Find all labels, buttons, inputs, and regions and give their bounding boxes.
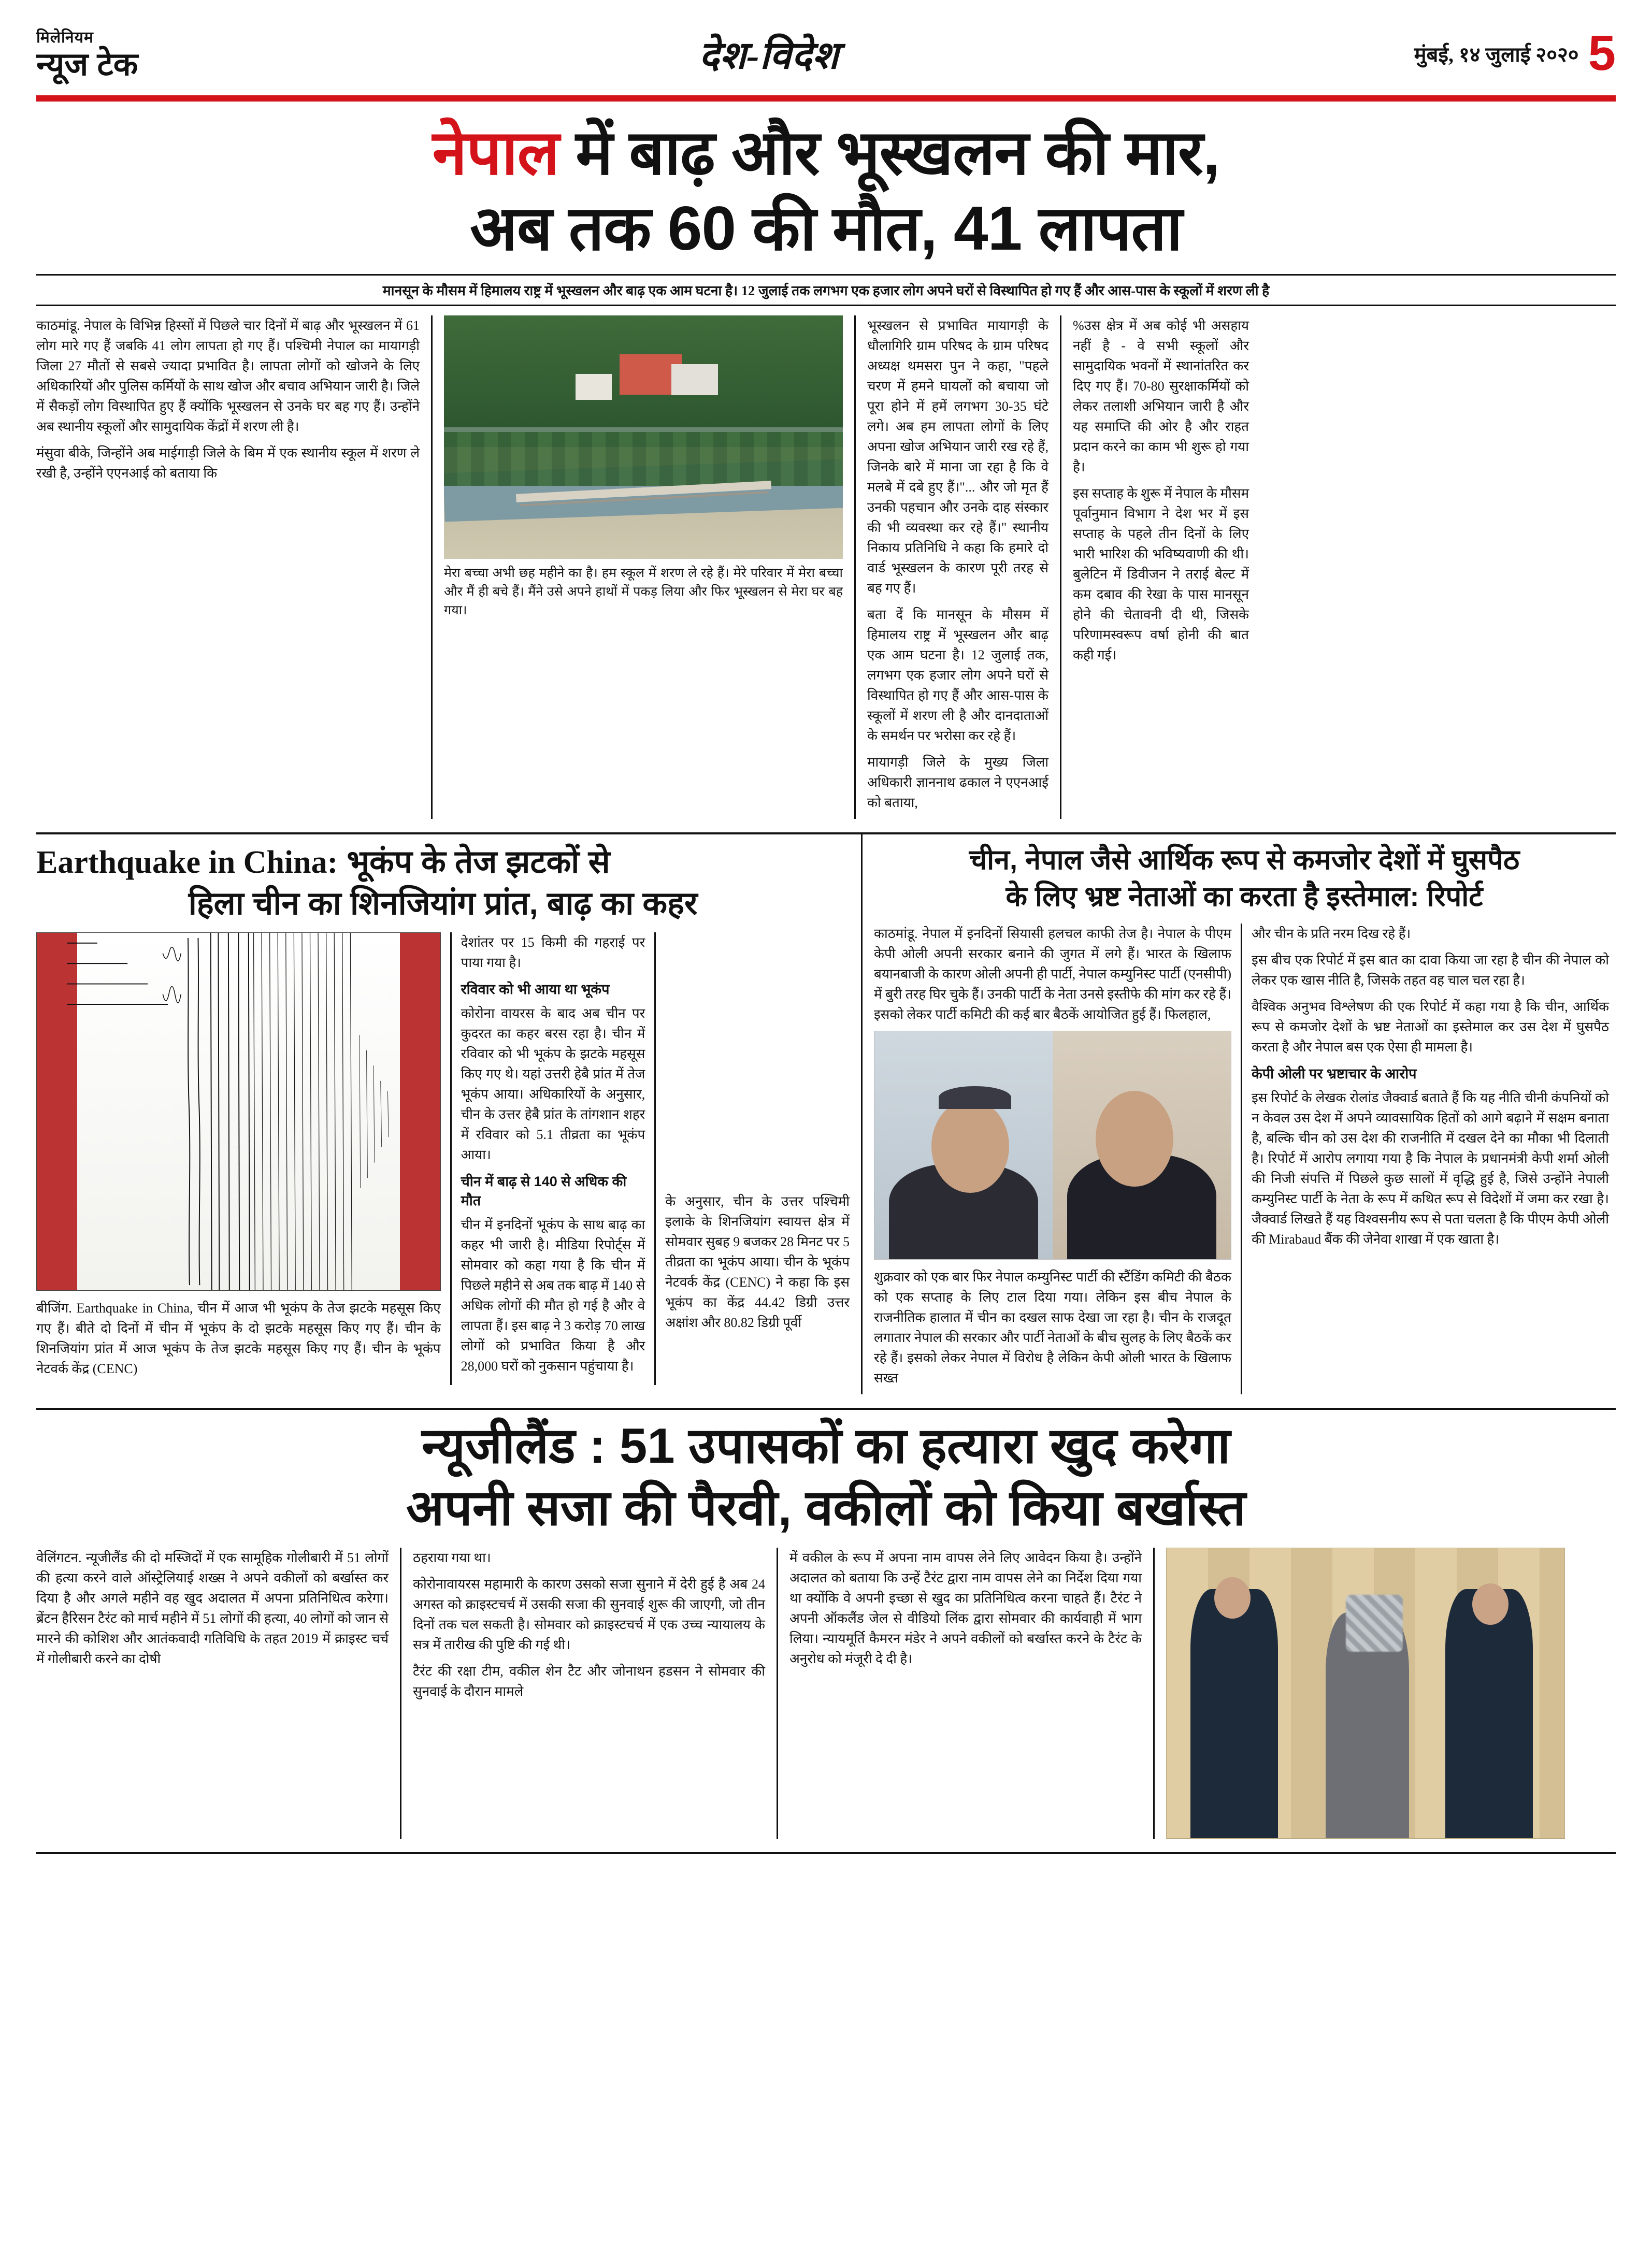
earthquake-headline-en: Earthquake in China: — [36, 844, 338, 880]
column-divider — [1060, 315, 1061, 819]
earthquake-col-3 — [665, 932, 850, 1385]
lead-headline-rest: में बाढ़ और भूस्खलन की मार, — [558, 118, 1220, 188]
earthquake-col2-para-3: चीन में इनदिनों भूकंप के साथ बाढ़ का कहर भी जारी है। मीडिया रिपोर्ट्स में सोमवार को कहा गया है कि चीन में पिछले महीने से अब तक बाढ़ में 140 से अधिक लोगों की मौत हो गई है और वे लापता हैं। इस बाढ़ ने 3 करोड़ 70 लाख लोगों को प्रभावित किया है और 28,000 घरों को नुकसान पहुंचाया है। — [461, 1217, 645, 1374]
lead-col3-para-1: %उस क्षेत्र में अब कोई भी असहाय नहीं है - वे सभी स्कूलों और सामुदायिक भवनों में स्थानांतरित कर दिए गए हैं। 70-80 सुरक्षाकर्मियों को लेकर तलाशी अभियान जारी है और यह समाप्ति की ओर है और राहत प्रदान करने का काम भी शुरू हो गया है। — [1073, 318, 1249, 474]
earthquake-col-2 — [461, 932, 645, 1385]
nz-col-4 — [1166, 1548, 1565, 1839]
earthquake-headline-hi-1: भूकंप के तेज झटकों से — [338, 844, 610, 880]
china-col-2 — [1252, 924, 1609, 1394]
nz-col2-para-3: टैरंट की रक्षा टीम, वकील शेन टैट और जोनाथन हडसन ने सोमवार की सुनवाई के दौरान मामले — [413, 1664, 765, 1699]
lead-headline-line-1 — [36, 115, 1616, 191]
china-col2-para-3: वैश्विक अनुभव विश्लेषण की एक रिपोर्ट में कहा गया है कि चीन, आर्थिक रूप से कमजोर देशों के भ्रष्ट नेताओं का इस्तेमाल कर उस देश में घुसपैठ करता है और नेपाल बस एक ऐसा ही मामला है। — [1252, 999, 1609, 1055]
china-report-story — [874, 834, 1615, 1395]
nz-columns — [36, 1548, 1616, 1839]
nz-headline — [36, 1415, 1616, 1539]
flood-photo — [444, 315, 843, 559]
column-divider — [450, 932, 452, 1385]
flood-photo-caption: मेरा बच्चा अभी छह महीने का है। हम स्कूल में शरण ले रहे हैं। मेरे परिवार में मेरा बच्चा और मैं ही बचे हैं। मैंने उसे अपने हाथों में पकड़ लिया और फिर भूस्खलन से मेरा घर बह गया। — [444, 566, 843, 618]
lead-col-3 — [867, 315, 1048, 819]
lead-col-1 — [36, 315, 420, 819]
section-rule-2 — [36, 1408, 1616, 1410]
column-divider — [400, 1548, 401, 1839]
lead-col1-para-1: काठमांडू. नेपाल के विभिन्न हिस्सों में पिछले चार दिनों में बाढ़ और भूस्खलन में 61 लोग मारे गए हैं जबकि 41 लोग लापता हो गए हैं। पश्चिमी नेपाल का मायागड़ी जिला 27 मौतों से सबसे ज्यादा प्रभावित है। लापता लोगों को खोजने के लिए अधिकारियों और पुलिस कर्मियों के साथ खोज और बचाव अभियान जारी है। जिले में सैकड़ों लोग विस्थापित हुए हैं क्योंकि भूस्खलन से उनके घर बह गए हैं। उन्होंने अब स्थानीय स्कूलों और सामुदायिक केंद्रों में शरण ली है। — [36, 318, 420, 434]
lead-col2-para-2: बता दें कि मानसून के मौसम में हिमालय राष्ट्र में भूस्खलन और बाढ़ एक आम घटना है। 12 जुलाई तक, लगभग एक हजार लोग अपने घरों से विस्थापित हो गए हैं और आस-पास के स्कूलों में शरण ली है और दानदाताओं के समर्थन पर भरोसा कर रहे हैं। — [867, 607, 1048, 743]
earthquake-col2-para-2: कोरोना वायरस के बाद अब चीन पर कुदरत का कहर बरस रहा है। चीन में रविवार को भी भूकंप के झटके महसूस किए गए थे। यहां उत्तरी हेबै प्रांत में तेज भूकंप आया। अधिकारियों के अनुसार, चीन के उत्तर हेबै प्रांत के तांगशान शहर में रविवार को 5.1 तीव्रता का भूकंप आया। — [461, 1005, 645, 1162]
lead-headline-highlight: नेपाल — [432, 118, 559, 188]
nz-col2-para-2: कोरोनावायरस महामारी के कारण उसको सजा सुनाने में देरी हुई है अब 24 अगस्त को क्राइस्टचर्च में उसकी सजा की सुनवाई शुरू की जाएगी, जो तीन दिनों तक चल सकती है। सोमवार को क्राइस्टचर्च में एक उच्च न्यायालय के सत्र में तारीख की पुष्टि की गई थी। — [413, 1577, 765, 1653]
earthquake-col1-para-1: बीजिंग. Earthquake in China, चीन में आज भी भूकंप के तेज झटके महसूस किए गए हैं। बीते दो दिनों में चीन में भूकंप के दो झटके महसूस किए गए हैं। चीन के शिनजियांग प्रांत में आज भूकंप के तेज झटके महसूस किए गए हैं। चीन के भूकंप नेटवर्क केंद्र (CENC) — [36, 1300, 441, 1376]
lead-col2-para-3: मायागड़ी जिले के मुख्य जिला अधिकारी ज्ञाननाथ ढकाल ने एएनआई को बताया, — [867, 754, 1048, 810]
earthquake-subhead-1: रविवार को भी आया था भूकंप — [461, 981, 610, 997]
masthead-rule — [36, 95, 1616, 102]
masthead-right — [1284, 15, 1616, 92]
section-divider — [861, 834, 863, 1395]
nz-col-1 — [36, 1548, 389, 1839]
china-col2-para-1: और चीन के प्रति नरम दिख रहे हैं। — [1252, 926, 1411, 942]
edition-dateline: मुंबई, १४ जुलाई २०२० — [1414, 42, 1579, 66]
china-headline-line-2: के लिए भ्रष्ट नेताओं का करता है इस्तेमाल: रिपोर्ट — [1005, 881, 1483, 913]
lead-headline-line-2: अब तक 60 की मौत, 41 लापता — [470, 194, 1182, 264]
masthead — [36, 15, 1616, 92]
earthquake-col2-para-1: देशांतर पर 15 किमी की गहराई पर पाया गया है। — [461, 934, 645, 970]
earthquake-col3-para-1: के अनुसार, चीन के उत्तर पश्चिमी इलाके के शिनजियांग स्वायत्त क्षेत्र में सोमवार सुबह 9 बजकर 28 मिनट पर 5 तीव्रता का भूकंप आया। चीन के भूकंप नेटवर्क केंद्र (CENC) ने कहा कि इस भूकंप का केंद्र 44.42 डिग्री उत्तर अक्षांश और 80.82 डिग्री पूर्वी — [665, 1193, 850, 1330]
nz-headline-line-2: अपनी सजा की पैरवी, वकीलों को किया बर्खास्त — [406, 1480, 1246, 1536]
china-headline-line-1: चीन, नेपाल जैसे आर्थिक रूप से कमजोर देशों में घुसपैठ — [969, 844, 1520, 875]
china-col1-para-1: काठमांडू. नेपाल में इनदिनों सियासी हलचल काफी तेज है। नेपाल के पीएम केपी ओली अपनी सरकार बनाने की जुगत में लगे हैं। भारत के खिलाफ बयानबाजी के कारण ओली अपनी ही पार्टी, नेपाल कम्युनिस्ट पार्टी (एनसीपी) में बुरी तरह घिर चुके हैं। उनकी पार्टी के नेता उनसे इस्तीफे की मांग कर रहे हैं। इसको लेकर पार्टी कमिटी की कई बार बैठकें आयोजित हुई हैं। फिलहाल, — [874, 926, 1231, 1022]
lead-col-4 — [1073, 315, 1249, 819]
section-title: देश-विदेश — [699, 34, 839, 77]
logo-line-2: न्यूज टेक — [36, 46, 138, 82]
lead-story-columns — [36, 315, 1616, 819]
seismograph-photo — [36, 932, 441, 1291]
earthquake-col-1 — [36, 932, 441, 1385]
lead-col-2 — [444, 315, 843, 819]
nz-col-2 — [413, 1548, 765, 1839]
nz-col1-para-1: वेलिंगटन. न्यूजीलैंड की दो मस्जिदों में एक सामूहिक गोलीबारी में 51 लोगों की हत्या करने वाले ऑस्ट्रेलियाई शख्स ने अपने वकीलों को बर्खास्त कर दिया है और अगले महीने वह खुद अदालत में अपना प्रतिनिधित्व करेगा। ब्रेंटन हैरिसन टैरंट को मार्च महीने में 51 लोगों की हत्या, 40 लोगों को जान से मारने की कोशिश और आतंकवादी गतिविधि के तहत 2019 में क्राइस्ट चर्च में गोलीबारी करने का दोषी — [36, 1550, 389, 1667]
nz-headline-line-1: न्यूजीलैंड : 51 उपासकों का हत्यारा खुद करेगा — [422, 1418, 1230, 1474]
column-divider — [777, 1548, 778, 1839]
lead-col2-para-1: भूस्खलन से प्रभावित मायागड़ी के धौलागिरि ग्राम परिषद के ग्राम परिषद अध्यक्ष थमसरा पुन ने कहा, "पहले चरण में हमने घायलों को बचाया जो पूरा होने में हमें लगभग 30-35 घंटे लगे। अब हम लापता लोगों के लिए अपना खोज अभियान जारी रख रहे हैं, जिनके बारे में माना जा रहा है कि वे मलबे में दबे हुए हैं।"... और जो मृत हैं उनकी पहचान और उनके दाह संस्कार की भी व्यवस्था कर रहे हैं।" स्थानीय निकाय प्रतिनिधि ने कहा कि हमारे दो वार्ड भूस्खलन के कारण पूरी तरह से बह गए हैं। — [867, 318, 1048, 596]
section-title-wrap — [254, 15, 1284, 92]
earthquake-story — [36, 834, 850, 1395]
earthquake-headline-line-1 — [36, 842, 850, 884]
lead-col3-para-2: इस सप्ताह के शुरू में नेपाल के मौसम पूर्वानुमान विभाग ने देश भर में इस सप्ताह के पहले तीन दिनों के लिए भारी भारिश की भविष्यवाणी की थी। बुलेटिन में डिवीजन ने तराई बेल्ट में कम दबाव की रेखा के पास मानसून होने की चेतावनी दी थी, जिसके परिणामस्वरूप वर्षा होनी की बात कही गई। — [1073, 485, 1249, 662]
china-col2-para-4: इस रिपोर्ट के लेखक रोलांड जैक्वार्ड बताते हैं कि यह नीति चीनी कंपनियों को न केवल उस देश में अपने व्यावसायिक हितों को आगे बढ़ाने में सक्षम बनाता है, बल्कि चीन को उस देश की राजनीति में दखल देने का मौका भी दिलाती है। रिपोर्ट में आरोप लगाया गया है कि नेपाल के प्रधानमंत्री केपी शर्मा ओली की निजी संपत्ति में पिछले कुछ सालों में वृद्धि हुई है, जिसे उन्होंने नेपाली कम्युनिस्ट पार्टी के नेता के रूप में कथित रूप से विदेशों में जमा कर रखा है। जैक्वार्ड लिखते हैं यह विश्वसनीय रूप से पता चलता है कि पीएम केपी ओली की Mirabaud बैंक की जेनेवा शाखा में एक खाता है। — [1252, 1090, 1609, 1247]
courtroom-photo — [1166, 1548, 1565, 1839]
nz-col2-para-1: ठहराया गया था। — [413, 1550, 491, 1566]
page-number: 5 — [1588, 25, 1616, 81]
column-divider — [854, 315, 856, 819]
column-divider — [431, 315, 433, 819]
publication-logo — [36, 15, 254, 92]
mid-section — [36, 834, 1616, 1395]
column-divider — [654, 932, 656, 1385]
oli-xi-photo — [874, 1031, 1231, 1260]
column-divider — [1241, 924, 1242, 1394]
china-col2-para-2: इस बीच एक रिपोर्ट में इस बात का दावा किया जा रहा है चीन की नेपाल को लेकर एक खास नीति है, जिसके तहत वह चाल चल रहा है। — [1252, 953, 1609, 988]
page-bottom-rule — [36, 1852, 1616, 1854]
nz-col-3 — [789, 1548, 1142, 1839]
lead-headline — [36, 115, 1616, 267]
china-col-1 — [874, 924, 1231, 1394]
lead-col1-para-2: मंसुवा बीके, जिन्होंने अब माईगाड़ी जिले के बिम में एक स्थानीय स्कूल में शरण ले रखी है, उन्होंने एएनआई को बताया कि — [36, 445, 420, 481]
nz-col3-para-1: में वकील के रूप में अपना नाम वापस लेने लिए आवेदन किया है। उन्होंने अदालत को बताया कि उन्हें टैरंट द्वारा नाम वापस लेने का निर्देश दिया गया था क्योंकि वे अपनी इच्छा से खुद का प्रतिनिधित्व करना चाहते हैं। टैरंट ने अपनी ऑकलैंड जेल से वीडियो लिंक द्वारा सोमवार की कार्यवाही में भाग लिया। न्यायमूर्ति कैमरन मंडेर ने अपने वकीलों को बर्खास्त करने के टैरंट के अनुरोध को मंजूरी दे दी है। — [789, 1550, 1142, 1667]
earthquake-subhead-2: चीन में बाढ़ से 140 से अधिक की मौत — [461, 1173, 627, 1208]
logo-line-1: मिलेनियम — [36, 28, 94, 46]
china-subhead: केपी ओली पर भ्रष्टाचार के आरोप — [1252, 1066, 1417, 1082]
earthquake-headline-line-2: हिला चीन का शिनजियांग प्रांत, बाढ़ का कहर — [188, 886, 698, 922]
column-divider — [1153, 1548, 1155, 1839]
lead-standfirst: मानसून के मौसम में हिमालय राष्ट्र में भूस्खलन और बाढ़ एक आम घटना है। 12 जुलाई तक लगभग एक हजार लोग अपने घरों से विस्थापित हो गए हैं और आस-पास के स्कूलों में शरण ली है — [36, 274, 1616, 306]
china-col1-para-2: शुक्रवार को एक बार फिर नेपाल कम्युनिस्ट पार्टी की स्टैंडिंग कमिटी की बैठक को एक सप्ताह के लिए टाल दिया गया। लेकिन इस बीच नेपाल के राजनीतिक हालात में चीन का दखल साफ देखा जा रहा है। चीन के राजदूत लगातार नेपाल की सरकार और पार्टी नेताओं के बीच सुलह के लिए बैठकें कर रहे हैं। इसको लेकर नेपाल में विरोध है लेकिन केपी ओली भारत के खिलाफ सख्त — [874, 1270, 1231, 1386]
